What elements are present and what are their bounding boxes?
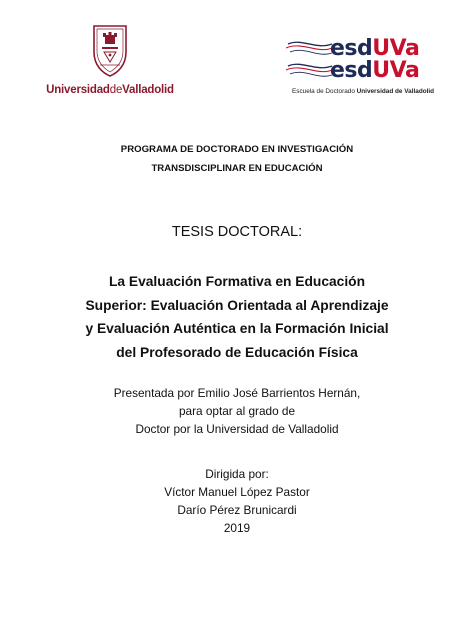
university-name-part1: Universidad: [46, 84, 110, 96]
thesis-title-line-2: Superior: Evaluación Orientada al Aprendizaje: [85, 297, 389, 313]
presentation-line-2: para optar al grado de: [178, 404, 296, 418]
director-1: Víctor Manuel López Pastor: [164, 485, 310, 499]
supervision-block: [0, 465, 474, 537]
doctoral-school-brand-bottom: [330, 60, 419, 82]
director-2: Darío Pérez Brunicardi: [177, 503, 297, 517]
document-type: TESIS DOCTORAL:: [171, 224, 303, 240]
university-logo: [40, 22, 180, 100]
brand-uva-text-2: UVa: [372, 58, 420, 83]
brand-uva-text: UVa: [372, 36, 420, 61]
thesis-year: 2019: [223, 521, 251, 535]
thesis-title: [0, 270, 474, 364]
supervision-label: Dirigida por:: [205, 467, 269, 481]
doctoral-school-caption-part1: Escuela de Doctorado: [292, 88, 357, 95]
thesis-title-line-1: La Evaluación Formativa en Educación: [108, 274, 366, 289]
university-name-part3: Valladolid: [122, 84, 174, 96]
thesis-title-line-4: del Profesorado de Educación Física: [116, 344, 358, 360]
presentation-line-3: Doctor por la Universidad de Valladolid: [135, 422, 339, 436]
program-line-1: PROGRAMA DE DOCTORADO EN INVESTIGACIÓN: [120, 144, 354, 155]
doctoral-school-logo: [286, 36, 442, 100]
university-seal-icon: [91, 22, 129, 78]
university-wordmark: [40, 84, 180, 96]
presentation-line-1: Presentada por Emilio José Barrientos Hernán,: [113, 386, 361, 400]
doctoral-school-caption-part2: Universidad de Valladolid: [356, 88, 435, 95]
brand-esd-text-2: esd: [330, 58, 373, 83]
university-name-part2: de: [109, 84, 123, 96]
doctoral-program-heading: [0, 140, 474, 178]
presentation-statement: [0, 384, 474, 438]
program-line-2: TRANSDISCIPLINAR EN EDUCACIÓN: [151, 163, 323, 174]
doctoral-school-caption: [292, 88, 442, 95]
thesis-title-line-3: y Evaluación Auténtica en la Formación Inicial: [85, 321, 389, 336]
doctoral-school-brand-top: [330, 38, 419, 60]
brand-esd-text: esd: [330, 36, 373, 61]
